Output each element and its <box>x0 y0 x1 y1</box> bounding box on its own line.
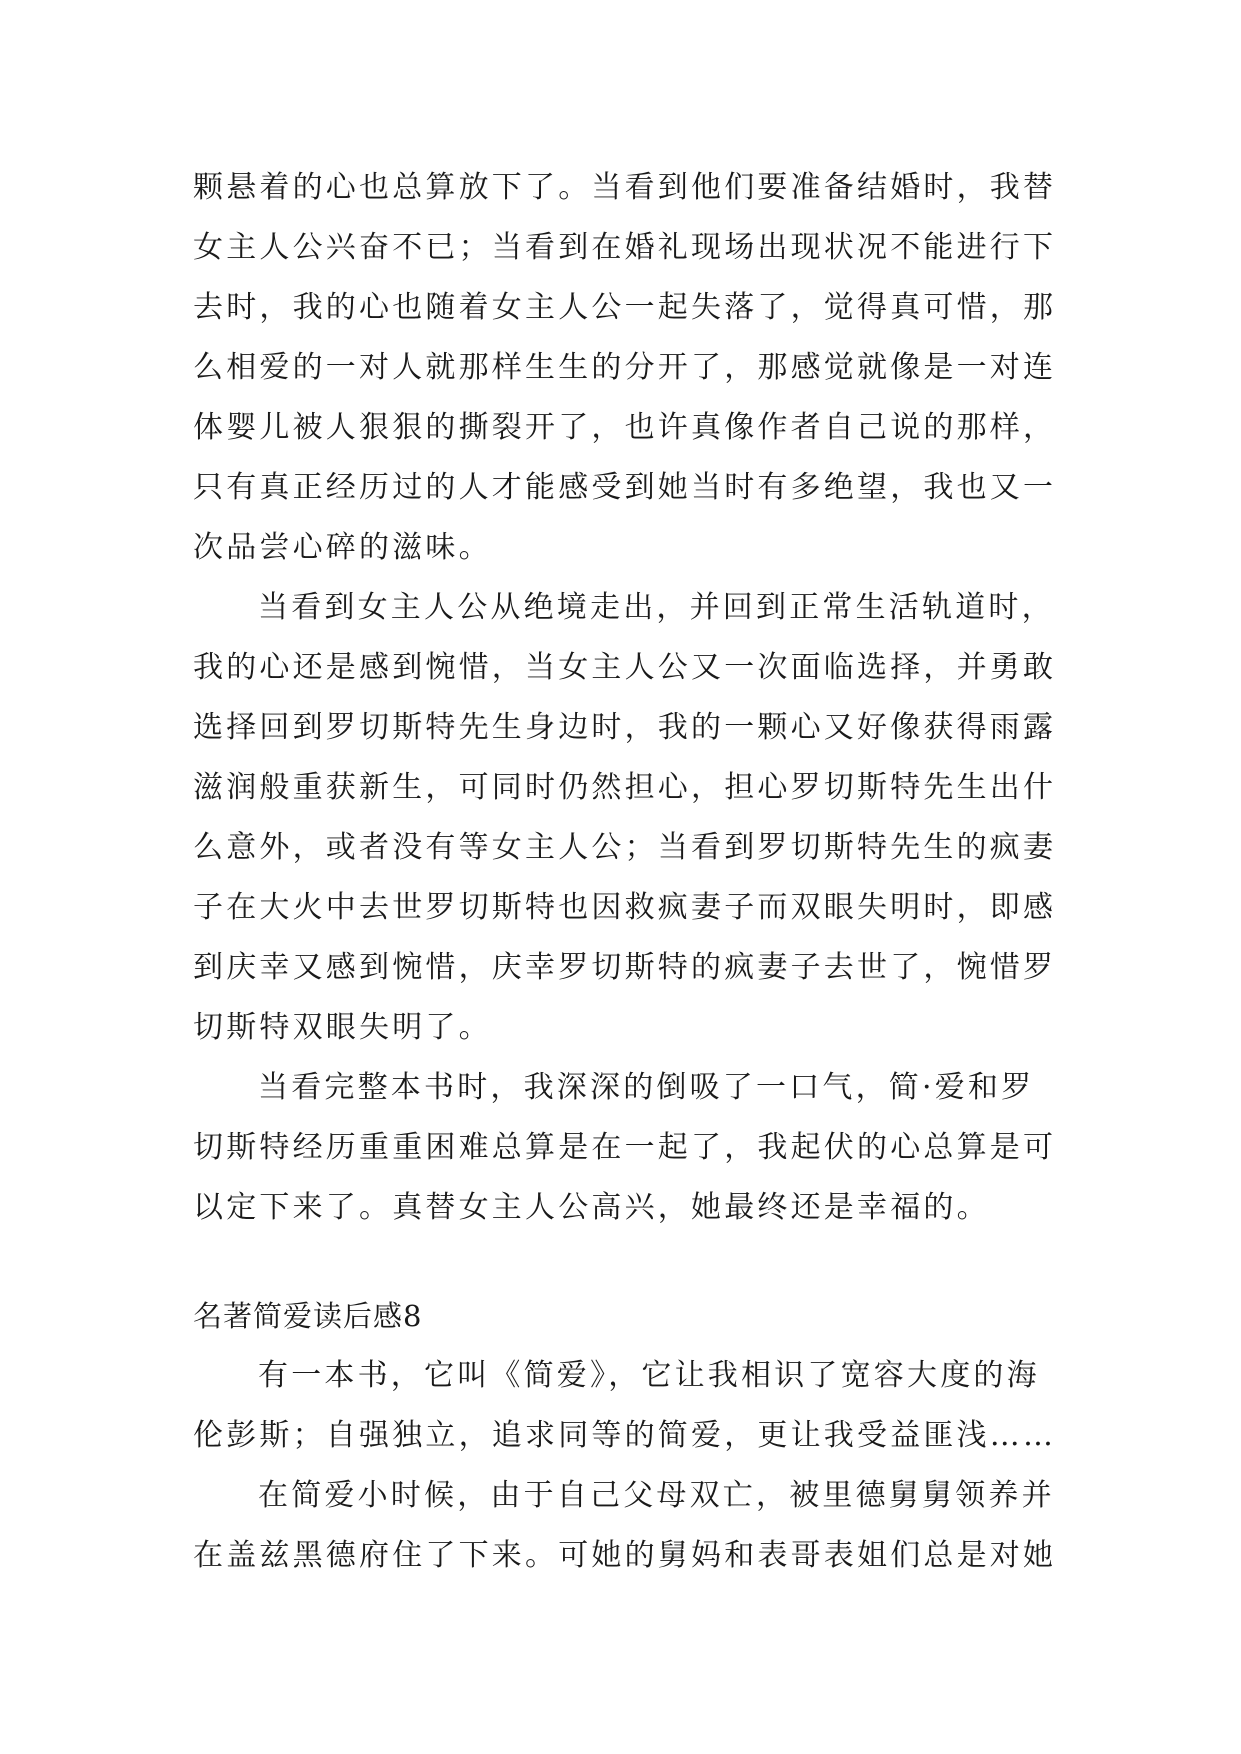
paragraph-line: 当看完整本书时，我深深的倒吸了一口气，简·爱和罗 <box>258 1070 1035 1105</box>
paragraph-line: 么相爱的一对人就那样生生的分开了，那感觉就像是一对连 <box>193 350 1057 385</box>
paragraph-line: 么意外，或者没有等女主人公；当看到罗切斯特先生的疯妻 <box>193 830 1057 865</box>
paragraph-line: 以定下来了。真替女主人公高兴，她最终还是幸福的。 <box>193 1190 990 1225</box>
paragraph-line: 伦彭斯；自强独立，追求同等的简爱，更让我受益匪浅…… <box>193 1418 1057 1453</box>
paragraph-line: 只有真正经历过的人才能感受到她当时有多绝望，我也又一 <box>193 470 1057 505</box>
paragraph-line: 次品尝心碎的滋味。 <box>193 530 492 565</box>
paragraph-line: 到庆幸又感到惋惜，庆幸罗切斯特的疯妻子去世了，惋惜罗 <box>193 950 1057 985</box>
paragraph-line: 在盖兹黑德府住了下来。可她的舅妈和表哥表姐们总是对她 <box>193 1538 1057 1573</box>
paragraph-line: 切斯特经历重重困难总算是在一起了，我起伏的心总算是可 <box>193 1130 1057 1165</box>
paragraph-line: 去时，我的心也随着女主人公一起失落了，觉得真可惜，那 <box>193 290 1057 325</box>
paragraph-line: 体婴儿被人狠狠的撕裂开了，也许真像作者自己说的那样， <box>193 410 1057 445</box>
paragraph-line: 切斯特双眼失明了。 <box>193 1010 492 1045</box>
section-heading: 名著简爱读后感8 <box>193 1299 423 1333</box>
paragraph-line: 颗悬着的心也总算放下了。当看到他们要准备结婚时，我替 <box>193 170 1057 205</box>
paragraph-line: 在简爱小时候，由于自己父母双亡，被里德舅舅领养并 <box>258 1478 1055 1513</box>
paragraph-line: 我的心还是感到惋惜，当女主人公又一次面临选择，并勇敢 <box>193 650 1057 685</box>
paragraph-line: 有一本书，它叫《简爱》，它让我相识了宽容大度的海 <box>258 1358 1040 1393</box>
paragraph-line: 女主人公兴奋不已；当看到在婚礼现场出现状况不能进行下 <box>193 230 1057 265</box>
paragraph-line: 滋润般重获新生，可同时仍然担心，担心罗切斯特先生出什 <box>193 770 1057 805</box>
paragraph-line: 当看到女主人公从绝境走出，并回到正常生活轨道时， <box>258 590 1055 625</box>
paragraph-line: 选择回到罗切斯特先生身边时，我的一颗心又好像获得雨露 <box>193 710 1057 745</box>
paragraph-line: 子在大火中去世罗切斯特也因救疯妻子而双眼失明时，即感 <box>193 890 1057 925</box>
